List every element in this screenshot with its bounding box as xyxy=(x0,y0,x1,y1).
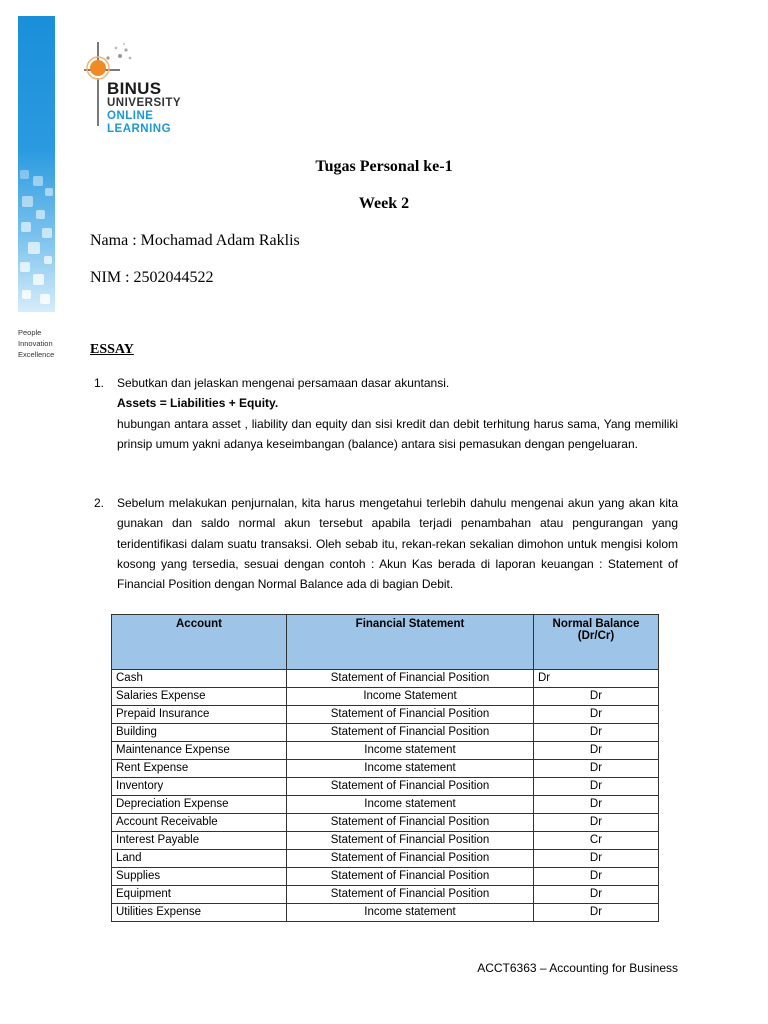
cell-normal-balance: Dr xyxy=(534,670,659,688)
cell-account: Prepaid Insurance xyxy=(112,706,287,724)
cell-normal-balance: Cr xyxy=(534,832,659,850)
question-2-number: 2. xyxy=(94,496,105,510)
tagline xyxy=(18,327,54,360)
student-name: Nama : Mochamad Adam Raklis xyxy=(90,232,300,249)
table-row xyxy=(112,670,659,688)
cell-account: Equipment xyxy=(112,886,287,904)
table-row xyxy=(112,760,659,778)
cell-normal-balance: Dr xyxy=(534,904,659,922)
table-row xyxy=(112,724,659,742)
cell-financial-statement: Statement of Financial Position xyxy=(287,886,534,904)
question-1-answer: hubungan antara asset , liability dan equity dan sisi kredit dan debit terhitung harus sama, Yang memiliki prinsip umum yakni adanya keseimbangan (balance) antara sisi pemasukan dengan pengeluaran. xyxy=(117,416,678,451)
question-1-number: 1. xyxy=(94,376,105,390)
header-financial-statement: Financial Statement xyxy=(287,615,534,670)
page-title: Tugas Personal ke-1 xyxy=(315,158,453,175)
cell-financial-statement: Statement of Financial Position xyxy=(287,778,534,796)
tagline-people: People xyxy=(18,328,42,337)
table-row xyxy=(112,688,659,706)
account-table xyxy=(111,614,659,922)
section-title-essay: ESSAY xyxy=(90,342,134,357)
cell-financial-statement: Income Statement xyxy=(287,688,534,706)
table-row xyxy=(112,814,659,832)
cell-normal-balance: Dr xyxy=(534,814,659,832)
page-subtitle-week: Week 2 xyxy=(358,195,410,212)
cell-financial-statement: Statement of Financial Position xyxy=(287,832,534,850)
cell-financial-statement: Statement of Financial Position xyxy=(287,868,534,886)
cell-normal-balance: Dr xyxy=(534,706,659,724)
cell-financial-statement: Statement of Financial Position xyxy=(287,670,534,688)
cell-account: Salaries Expense xyxy=(112,688,287,706)
tagline-innovation: Innovation xyxy=(18,339,53,348)
table-header-row xyxy=(112,615,659,670)
cell-account: Interest Payable xyxy=(112,832,287,850)
cell-financial-statement: Income statement xyxy=(287,904,534,922)
logo-online: ONLINE xyxy=(107,110,154,122)
table-row xyxy=(112,868,659,886)
cell-financial-statement: Income statement xyxy=(287,760,534,778)
question-2 xyxy=(94,493,678,594)
cell-financial-statement: Statement of Financial Position xyxy=(287,850,534,868)
question-1 xyxy=(94,373,678,454)
table-row xyxy=(112,886,659,904)
cell-normal-balance: Dr xyxy=(534,868,659,886)
header-account: Account xyxy=(112,615,287,670)
cell-account: Account Receivable xyxy=(112,814,287,832)
header-normal-balance-text: Normal Balance (Dr/Cr) xyxy=(552,618,640,642)
table-row xyxy=(112,706,659,724)
table-row xyxy=(112,904,659,922)
table-row xyxy=(112,778,659,796)
logo-binus: BINUS xyxy=(107,79,162,98)
cell-normal-balance: Dr xyxy=(534,850,659,868)
cell-account: Cash xyxy=(112,670,287,688)
cell-normal-balance: Dr xyxy=(534,760,659,778)
cell-financial-statement: Income statement xyxy=(287,742,534,760)
cell-account: Supplies xyxy=(112,868,287,886)
cell-account: Inventory xyxy=(112,778,287,796)
table-row xyxy=(112,832,659,850)
tagline-excellence: Excellence xyxy=(18,350,55,359)
question-2-prompt: Sebelum melakukan penjurnalan, kita harus mengetahui terlebih dahulu mengenai akun yang akan kita gunakan dan saldo normal akun tersebut apabila terjadi penambahan atau pengurangan yang teridentifikasi dalam suatu transaksi. Oleh sebab itu, rekan-rekan sekalian dimohon untuk mengisi kolom kosong yang tersedia, sesuai dengan contoh : Akun Kas berada di laporan keuangan : Statement of Financial Position dengan Normal Balance ada di bagian Debit. xyxy=(117,496,678,592)
cell-account: Maintenance Expense xyxy=(112,742,287,760)
cell-account: Utilities Expense xyxy=(112,904,287,922)
table-row xyxy=(112,850,659,868)
cell-normal-balance: Dr xyxy=(534,796,659,814)
table-body xyxy=(112,670,659,922)
footer-course: ACCT6363 – Accounting for Business xyxy=(477,961,678,975)
cell-normal-balance: Dr xyxy=(534,886,659,904)
cell-financial-statement: Statement of Financial Position xyxy=(287,814,534,832)
table-row xyxy=(112,796,659,814)
table-row xyxy=(112,742,659,760)
cell-financial-statement: Income statement xyxy=(287,796,534,814)
sidebar-pattern xyxy=(18,166,55,312)
logo-wordmark xyxy=(107,80,181,136)
cell-account: Building xyxy=(112,724,287,742)
logo-university: UNIVERSITY xyxy=(107,97,182,109)
cell-financial-statement: Statement of Financial Position xyxy=(287,724,534,742)
question-1-answer-equation: Assets = Liabilities + Equity. xyxy=(117,396,279,411)
cell-normal-balance: Dr xyxy=(534,778,659,796)
cell-financial-statement: Statement of Financial Position xyxy=(287,706,534,724)
logo-learning: LEARNING xyxy=(107,123,172,135)
cell-account: Rent Expense xyxy=(112,760,287,778)
cell-normal-balance: Dr xyxy=(534,742,659,760)
cell-normal-balance: Dr xyxy=(534,688,659,706)
header-normal-balance xyxy=(534,615,659,670)
cell-account: Depreciation Expense xyxy=(112,796,287,814)
cell-account: Land xyxy=(112,850,287,868)
question-1-prompt: Sebutkan dan jelaskan mengenai persamaan dasar akuntansi. xyxy=(117,376,450,390)
cell-normal-balance: Dr xyxy=(534,724,659,742)
student-nim: NIM : 2502044522 xyxy=(90,269,214,286)
